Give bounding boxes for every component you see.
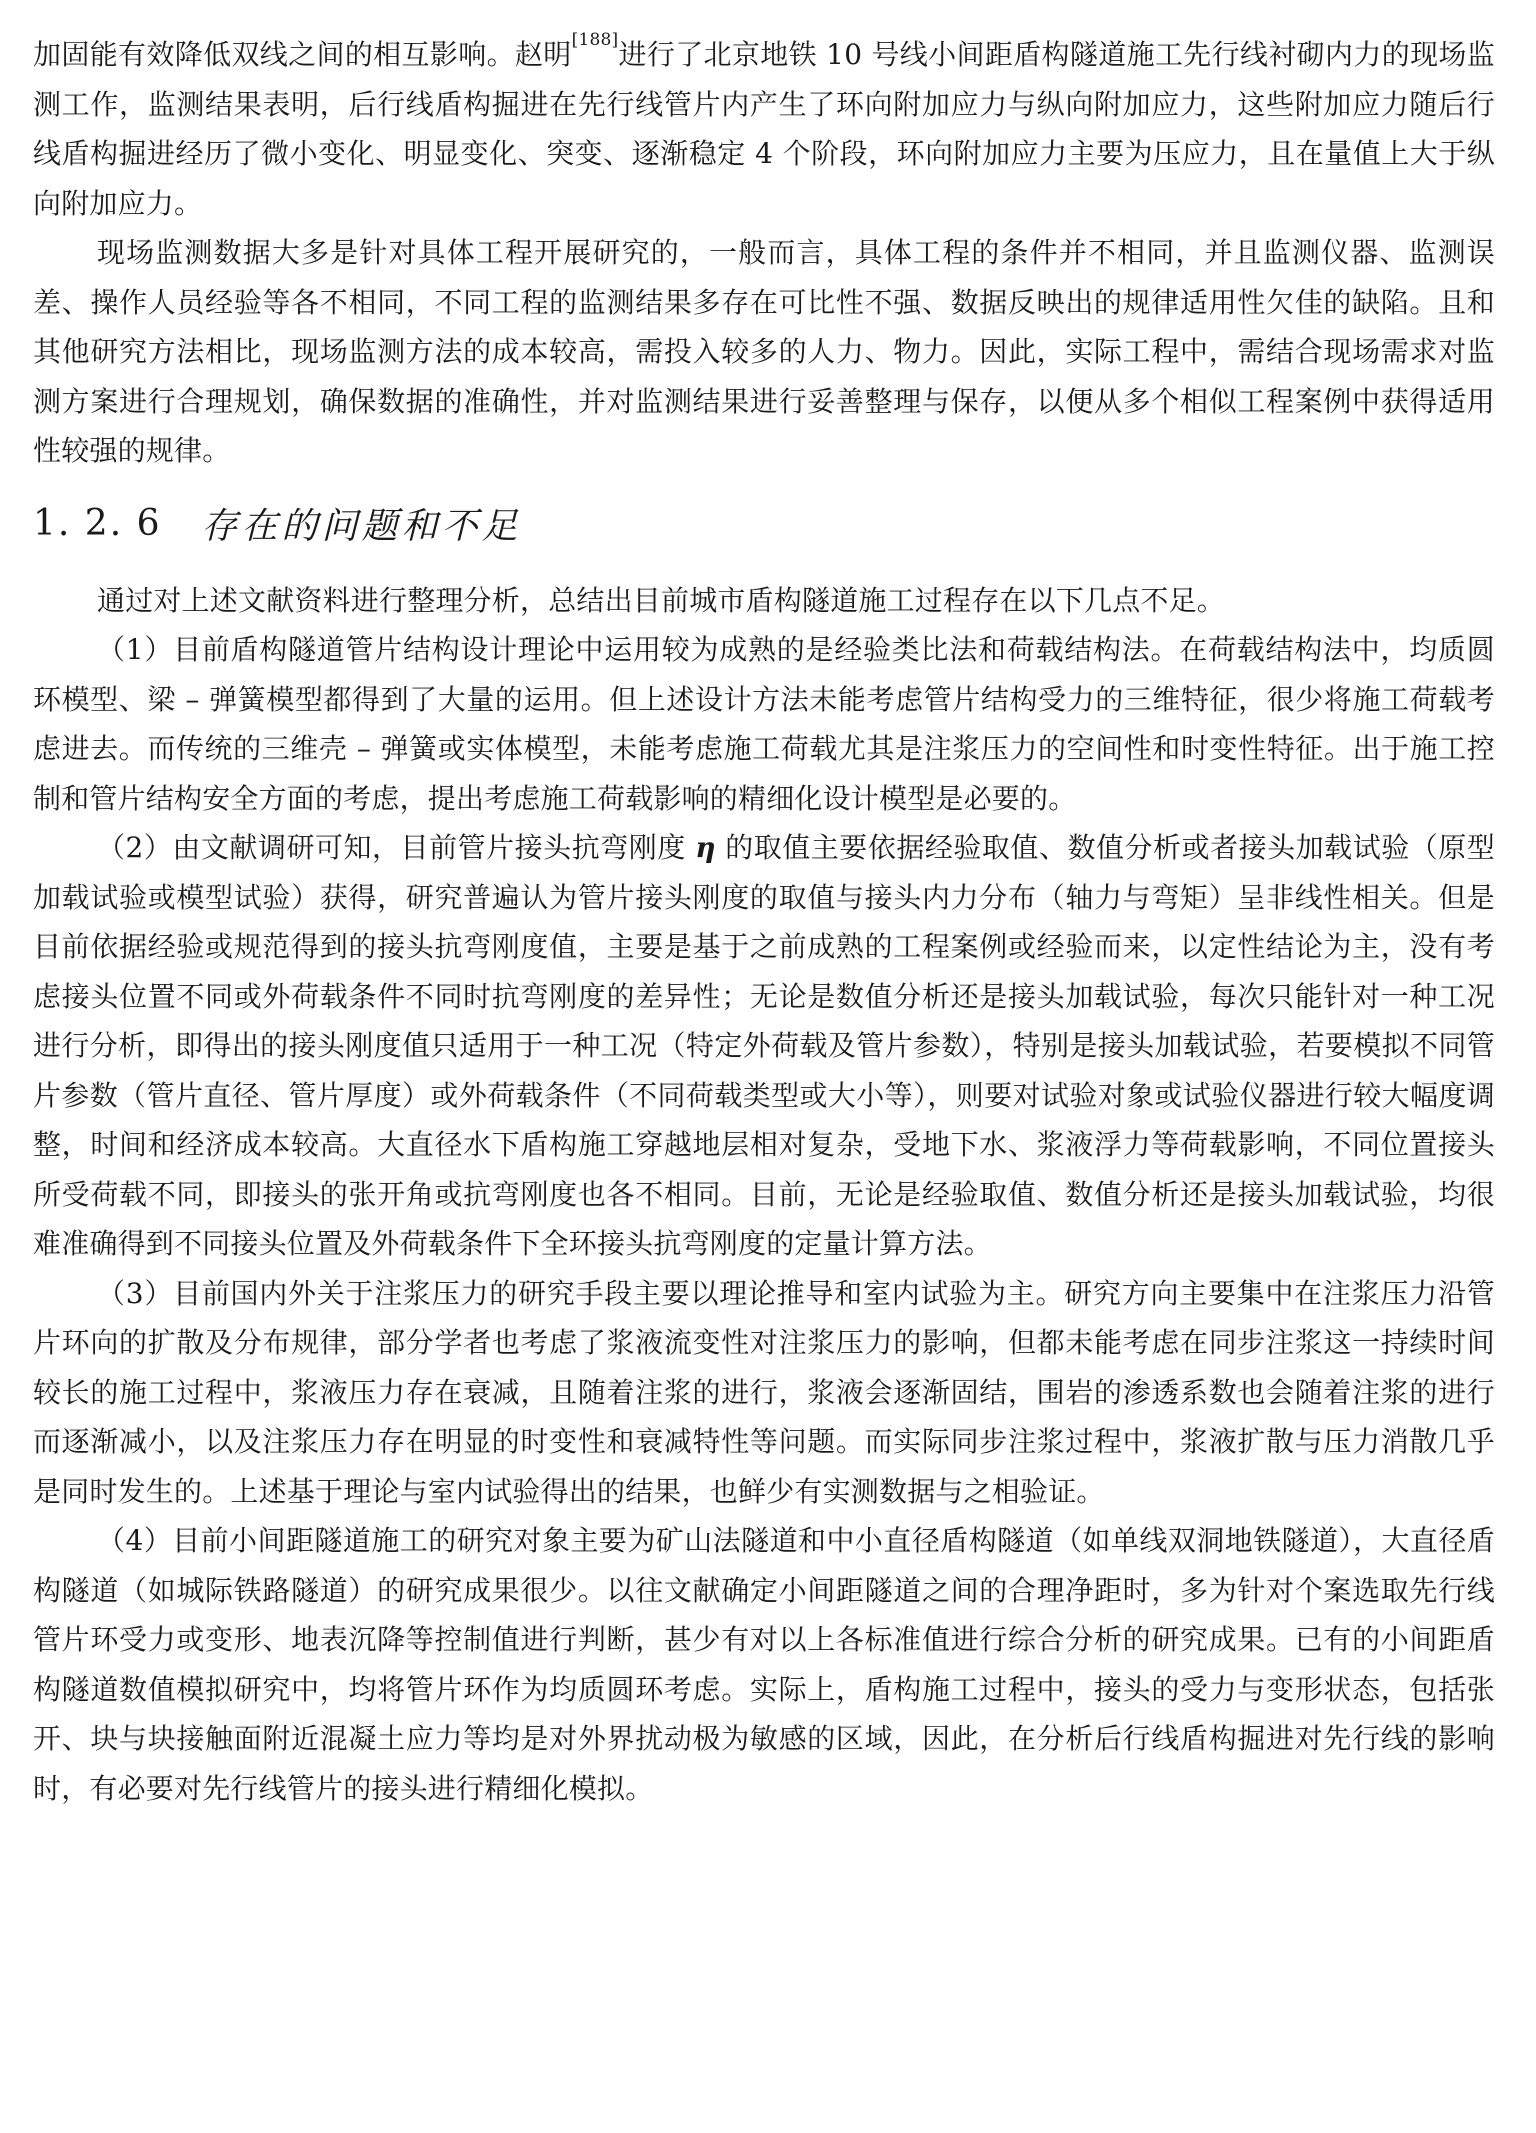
document-page: [33, 30, 1495, 1813]
paragraph-text-part-b: 进行了北京地铁 10 号线小间距盾构隧道施工先行线衬砌内力的现场监测工作，监测结果表明，后行线盾构掘进在先行线管片内产生了环向附加应力与纵向附加应力，这些附加应力随后行线盾构掘进经历了微小变化、明显变化、突变、逐渐稳定 4 个阶段，环向附加应力主要为压应力，且在量值上大于纵向附加应力。: [33, 38, 1495, 220]
section-title: 存在的问题和不足: [201, 506, 522, 547]
paragraph-text-part-a: 加固能有效降低双线之间的相互影响。赵明: [33, 38, 572, 71]
paragraph-item-4: （4）目前小间距隧道施工的研究对象主要为矿山法隧道和中小直径盾构隧道（如单线双洞地铁隧道），大直径盾构隧道（如城际铁路隧道）的研究成果很少。以往文献确定小间距隧道之间的合理净距时，多为针对个案选取先行线管片环受力或变形、地表沉降等控制值进行判断，甚少有对以上各标准值进行综合分析的研究成果。已有的小间距盾构隧道数值模拟研究中，均将管片环作为均质圆环考虑。实际上，盾构施工过程中，接头的受力与变形状态，包括张开、块与块接触面附近混凝土应力等均是对外界扰动极为敏感的区域，因此，在分析后行线盾构掘进对先行线的影响时，有必要对先行线管片的接头进行精细化模拟。: [33, 1524, 1495, 1805]
paragraph-item-3: （3）目前国内外关于注浆压力的研究手段主要以理论推导和室内试验为主。研究方向主要集中在注浆压力沿管片环向的扩散及分布规律，部分学者也考虑了浆液流变性对注浆压力的影响，但都未能考虑在同步注浆这一持续时间较长的施工过程中，浆液压力存在衰减，且随着注浆的进行，浆液会逐渐固结，围岩的渗透系数也会随着注浆的进行而逐渐减小，以及注浆压力存在明显的时变性和衰减特性等问题。而实际同步注浆过程中，浆液扩散与压力消散几乎是同时发生的。上述基于理论与室内试验得出的结果，也鲜少有实测数据与之相验证。: [33, 1276, 1495, 1508]
paragraph-summary-intro: 通过对上述文献资料进行整理分析，总结出目前城市盾构隧道施工过程存在以下几点不足。: [97, 583, 1226, 617]
paragraph-field-monitoring-limitations: 现场监测数据大多是针对具体工程开展研究的，一般而言，具体工程的条件并不相同，并且监测仪器、监测误差、操作人员经验等各不相同，不同工程的监测结果多存在可比性不强、数据反映出的规律适用性欠佳的缺陷。且和其他研究方法相比，现场监测方法的成本较高，需投入较多的人力、物力。因此，实际工程中，需结合现场需求对监测方案进行合理规划，确保数据的准确性，并对监测结果进行妥善整理与保存，以便从多个相似工程案例中获得适用性较强的规律。: [33, 236, 1495, 467]
paragraph-text-part-a: （2）由文献调研可知，目前管片接头抗弯刚度: [97, 831, 696, 864]
eta-symbol: η: [695, 831, 716, 864]
paragraph-item-2: [33, 823, 1495, 1269]
section-number: 1. 2. 6: [33, 503, 162, 544]
section-heading: [33, 494, 1495, 554]
paragraph-item-1: （1）目前盾构隧道管片结构设计理论中运用较为成熟的是经验类比法和荷载结构法。在荷载结构法中，均质圆环模型、梁 – 弹簧模型都得到了大量的运用。但上述设计方法未能考虑管片结构受力的三维特征，很少将施工荷载考虑进去。而传统的三维壳 – 弹簧或实体模型，未能考虑施工荷载尤其是注浆压力的空间性和时变性特征。出于施工控制和管片结构安全方面的考虑，提出考虑施工荷载影响的精细化设计模型是必要的。: [33, 633, 1495, 815]
citation-188: [188]: [571, 30, 619, 50]
paragraph-text-part-b: 的取值主要依据经验取值、数值分析或者接头加载试验（原型加载试验或模型试验）获得，研究普遍认为管片接头刚度的取值与接头内力分布（轴力与弯矩）呈非线性相关。但是目前依据经验或规范得到的接头抗弯刚度值，主要是基于之前成熟的工程案例或经验而来，以定性结论为主，没有考虑接头位置不同或外荷载条件不同时抗弯刚度的差异性；无论是数值分析还是接头加载试验，每次只能针对一种工况进行分析，即得出的接头刚度值只适用于一种工况（特定外荷载及管片参数），特别是接头加载试验，若要模拟不同管片参数（管片直径、管片厚度）或外荷载条件（不同荷载类型或大小等），则要对试验对象或试验仪器进行较大幅度调整，时间和经济成本较高。大直径水下盾构施工穿越地层相对复杂，受地下水、浆液浮力等荷载影响，不同位置接头所受荷载不同，即接头的张开角或抗弯刚度也各不相同。目前，无论是经验取值、数值分析还是接头加载试验，均很难准确得到不同接头位置及外荷载条件下全环接头抗弯刚度的定量计算方法。: [33, 831, 1495, 1260]
paragraph-zhao-ming-monitoring: [33, 30, 1495, 228]
